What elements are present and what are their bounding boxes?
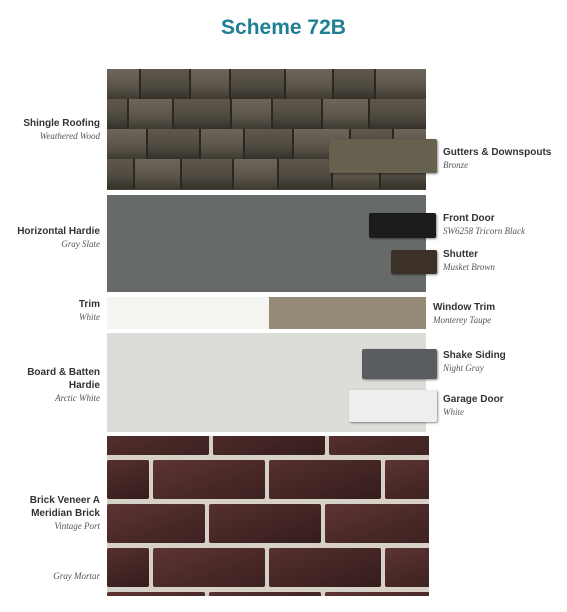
board-batten-name-2: Hardie [68, 380, 100, 391]
window-trim-color: Monterey Taupe [433, 315, 492, 325]
gutters-name: Gutters & Downspouts [443, 147, 552, 158]
brick-name-1: Brick Veneer A [29, 495, 100, 506]
horizontal-hardie-color: Gray Slate [61, 239, 100, 249]
trim-label [10, 298, 100, 323]
front-door-name: Front Door [443, 213, 495, 224]
roofing-name: Shingle Roofing [23, 118, 100, 129]
shake-siding-color: Night Gray [443, 363, 484, 373]
board-batten-color: Arctic White [55, 393, 100, 403]
front-door-chip [369, 213, 436, 238]
brick-color: Vintage Port [54, 521, 100, 531]
garage-door-label [443, 393, 565, 418]
board-batten-name-1: Board & Batten [27, 367, 100, 378]
mortar-color: Gray Mortar [53, 571, 100, 581]
trim-name: Trim [78, 299, 100, 310]
shutter-chip [391, 250, 437, 274]
shake-siding-name: Shake Siding [443, 350, 506, 361]
shutter-name: Shutter [443, 249, 478, 260]
garage-door-name: Garage Door [443, 394, 504, 405]
front-door-color: SW6258 Tricorn Black [443, 226, 525, 236]
gutters-chip [329, 139, 437, 173]
shutter-label [443, 248, 565, 273]
horizontal-hardie-swatch [107, 195, 426, 292]
garage-door-chip [349, 390, 437, 422]
board-batten-label [5, 366, 100, 404]
front-door-label [443, 212, 565, 237]
shake-siding-label [443, 349, 565, 374]
trim-swatch [107, 297, 269, 329]
mortar-label [5, 570, 100, 582]
trim-color: White [79, 312, 100, 322]
shake-siding-chip [362, 349, 437, 379]
gutters-color: Bronze [443, 160, 469, 170]
window-trim-name: Window Trim [433, 302, 496, 313]
horizontal-hardie-name: Horizontal Hardie [17, 226, 100, 237]
roofing-color: Weathered Wood [39, 131, 100, 141]
window-trim-label [433, 301, 565, 326]
gutters-label [443, 146, 565, 171]
brick-label [5, 494, 100, 532]
scheme-title: Scheme 72B [221, 16, 346, 39]
shutter-color: Musket Brown [443, 262, 495, 272]
horizontal-hardie-label [5, 225, 100, 250]
roofing-label [10, 117, 100, 142]
garage-door-color: White [443, 407, 464, 417]
brick-swatch [107, 436, 429, 596]
window-trim-swatch [269, 297, 426, 329]
brick-name-2: Meridian Brick [31, 508, 100, 519]
